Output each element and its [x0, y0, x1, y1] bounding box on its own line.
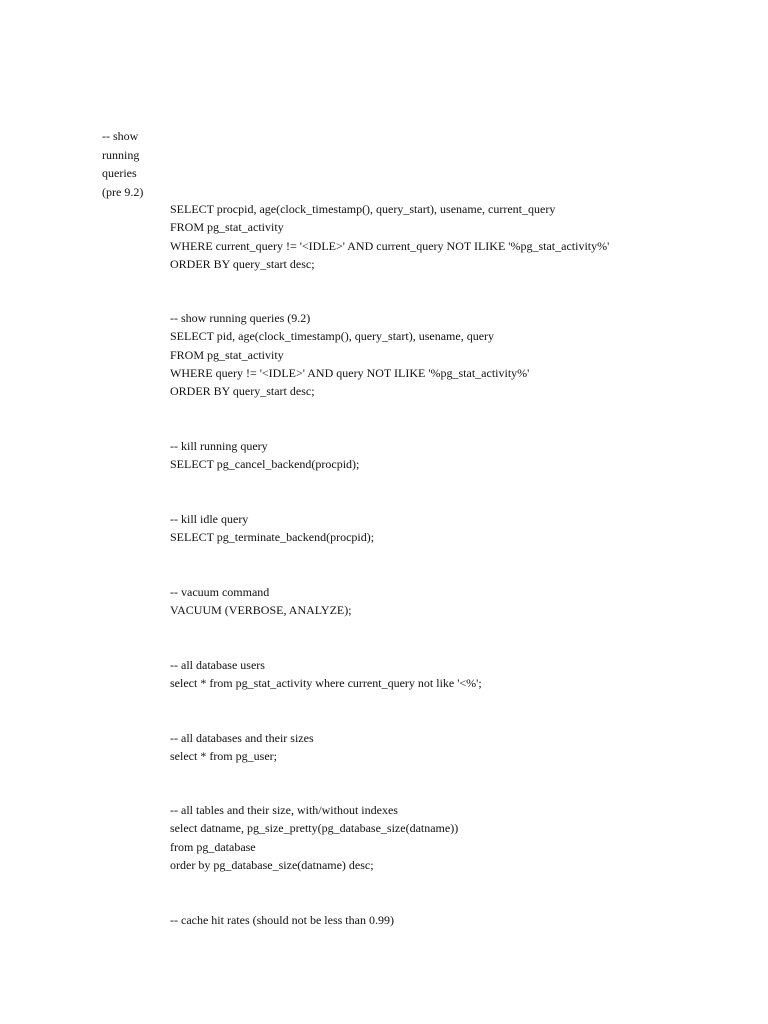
comment-line: -- show running queries (9.2) — [170, 311, 311, 325]
code-line: from pg_database — [170, 839, 256, 854]
comment-line: -- cache hit rates (should not be less than 0.99) — [170, 913, 394, 927]
code-block-table-sizes — [170, 801, 730, 874]
comment-line: -- vacuum command — [170, 585, 270, 599]
code-block-running-pre92 — [170, 200, 730, 273]
code-line: ORDER BY query_start desc; — [170, 256, 315, 271]
code-line: select datname, pg_size_pretty(pg_database_size(datname)) — [170, 821, 459, 836]
code-line: WHERE current_query != '<IDLE>' AND current_query NOT ILIKE '%pg_stat_activity%' — [170, 238, 610, 253]
comment-line: -- all databases and their sizes — [170, 731, 314, 745]
code-block-kill-running — [170, 437, 730, 474]
sidebar-comment-line: (pre 9.2) — [102, 184, 144, 199]
code-block-kill-idle — [170, 510, 730, 547]
code-block-db-sizes — [170, 729, 730, 766]
comment-line: -- all database users — [170, 658, 265, 672]
code-block-vacuum — [170, 583, 730, 620]
code-line: FROM pg_stat_activity — [170, 220, 284, 235]
sidebar-comment-line: -- show — [102, 129, 139, 143]
sidebar-comment-line: queries — [102, 166, 137, 180]
comment-line: -- all tables and their size, with/without indexes — [170, 803, 398, 817]
sidebar-comment — [102, 127, 164, 201]
code-line: SELECT pg_terminate_backend(procpid); — [170, 530, 375, 545]
code-line: SELECT pg_cancel_backend(procpid); — [170, 457, 360, 472]
code-line: select * from pg_user; — [170, 749, 277, 764]
code-line: SELECT procpid, age(clock_timestamp(), query_start), usename, current_query — [170, 202, 556, 216]
code-line: ORDER BY query_start desc; — [170, 384, 315, 399]
code-line: select * from pg_stat_activity where current_query not like '<%'; — [170, 676, 482, 691]
sidebar-comment-line: running — [102, 147, 140, 162]
comment-line: -- kill idle query — [170, 512, 249, 526]
comment-line: -- kill running query — [170, 439, 268, 453]
code-block-cache-hit — [170, 911, 730, 929]
code-line: WHERE query != '<IDLE>' AND query NOT ILIKE '%pg_stat_activity%' — [170, 365, 530, 380]
code-line: VACUUM (VERBOSE, ANALYZE); — [170, 603, 352, 618]
code-block-db-users — [170, 656, 730, 693]
code-line: SELECT pid, age(clock_timestamp(), query_start), usename, query — [170, 329, 495, 344]
code-block-running-92 — [170, 309, 730, 400]
code-line: FROM pg_stat_activity — [170, 347, 284, 362]
code-line: order by pg_database_size(datname) desc; — [170, 857, 374, 872]
